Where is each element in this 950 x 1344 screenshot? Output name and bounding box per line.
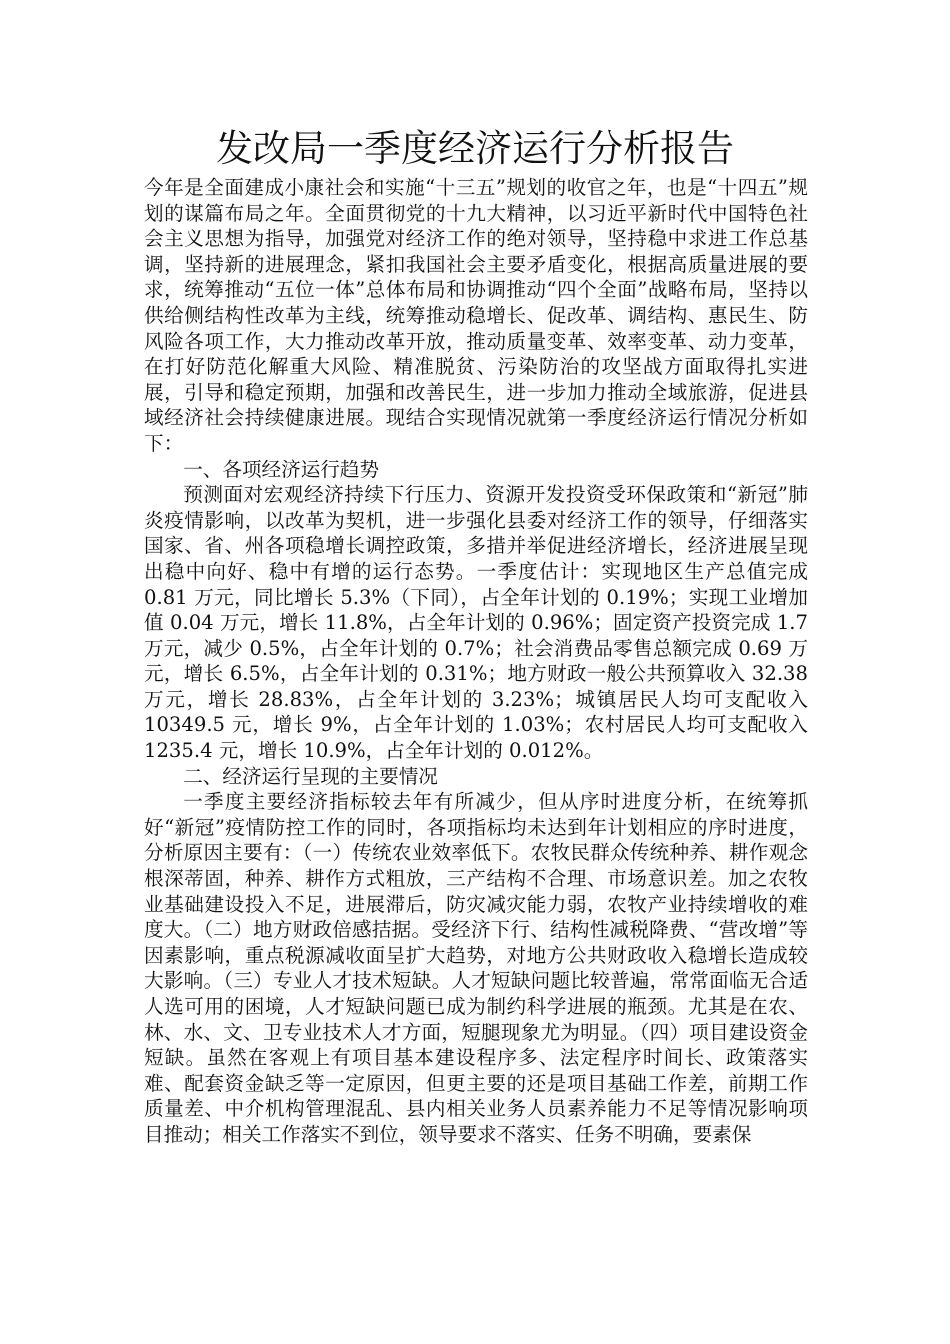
paragraph-intro: 今年是全面建成小康社会和实施“十三五”规划的收官之年，也是“十四五”规划的谋篇布局之年。全面贯彻党的十九大精神，以习近平新时代中国特色社会主义思想为指导，加强党对经济工作的绝对领导，坚持稳中求进工作总基调，坚持新的进展理念，紧扣我国社会主要矛盾变化，根据高质量进展的要求，统筹推动“五位一体”总体布局和协调推动“四个全面”战略布局，坚持以供给侧结构性改革为主线，统筹推动稳增长、促改革、调结构、惠民生、防风险各项工作，大力推动改革开放，推动质量变革、效率变革、动力变革，在打好防范化解重大风险、精准脱贫、污染防治的攻坚战方面取得扎实进展，引导和稳定预期，加强和改善民生，进一步加力推动全域旅游，促进县域经济社会持续健康进展。现结合实现情况就第一季度经济运行情况分析如下： <box>144 176 808 455</box>
section-heading-situation: 二、经济运行呈现的主要情况 <box>183 764 438 788</box>
paragraph-trends: 预测面对宏观经济持续下行压力、资源开发投资受环保政策和“新冠”肺炎疫情影响，以改革为契机，进一步强化县委对经济工作的领导，仔细落实国家、省、州各项稳增长调控政策，多措并举促进经济增长，经济进展呈现出稳中向好、稳中有增的运行态势。一季度估计：实现地区生产总值完成 0.81 万元，同比增长 5.3%（下同），占全年计划的 0.19%；实现工业增加值 0.04 万元，增长 11.8%，占全年计划的 0.96%；固定资产投资完成 1.7 万元，减少 0.5%，占全年计划的 0.7%；社会消费品零售总额完成 0.69 万元，增长 6.5%，占全年计划的 0.31%；地方财政一般公共预算收入 32.38 万元，增长 28.83%，占全年计划的 3.23%；城镇居民人均可支配收入 10349.5 元，增长 9%，占全年计划的 1.03%；农村居民人均可支配收入 1235.4 元，增长 10.9%，占全年计划的 0.012%。 <box>144 483 808 763</box>
paragraph-situation: 一季度主要经济指标较去年有所减少，但从序时进度分析，在统筹抓好“新冠”疫情防控工作的同时，各项指标均未达到年计划相应的序时进度，分析原因主要有：（一）传统农业效率低下。农牧民群众传统种养、耕作观念根深蒂固，种养、耕作方式粗放，三产结构不合理、市场意识差。加之农牧业基础建设投入不足，进展滞后，防灾减灾能力弱，农牧产业持续增收的难度大。（二）地方财政倍感拮据。受经济下行、结构性减税降费、“营改增”等因素影响，重点税源减收面呈扩大趋势，对地方公共财政收入稳增长造成较大影响。（三）专业人才技术短缺。人才短缺问题比较普遍，常常面临无合适人选可用的困境，人才短缺问题已成为制约科学进展的瓶颈。尤其是在农、林、水、文、卫专业技术人才方面，短腿现象尤为明显。（四）项目建设资金短缺。虽然在客观上有项目基本建设程序多、法定程序时间长、政策落实难、配套资金缺乏等一定原因，但更主要的还是项目基础工作差，前期工作质量差、中介机构管理混乱、县内相关业务人员素养能力不足等情况影响项目推动；相关工作落实不到位，领导要求不落实、任务不明确，要素保 <box>144 790 808 1146</box>
document-title: 发改局一季度经济运行分析报告 <box>216 127 734 170</box>
section-heading-trends: 一、各项经济运行趋势 <box>183 457 380 481</box>
document-body <box>144 175 808 1148</box>
